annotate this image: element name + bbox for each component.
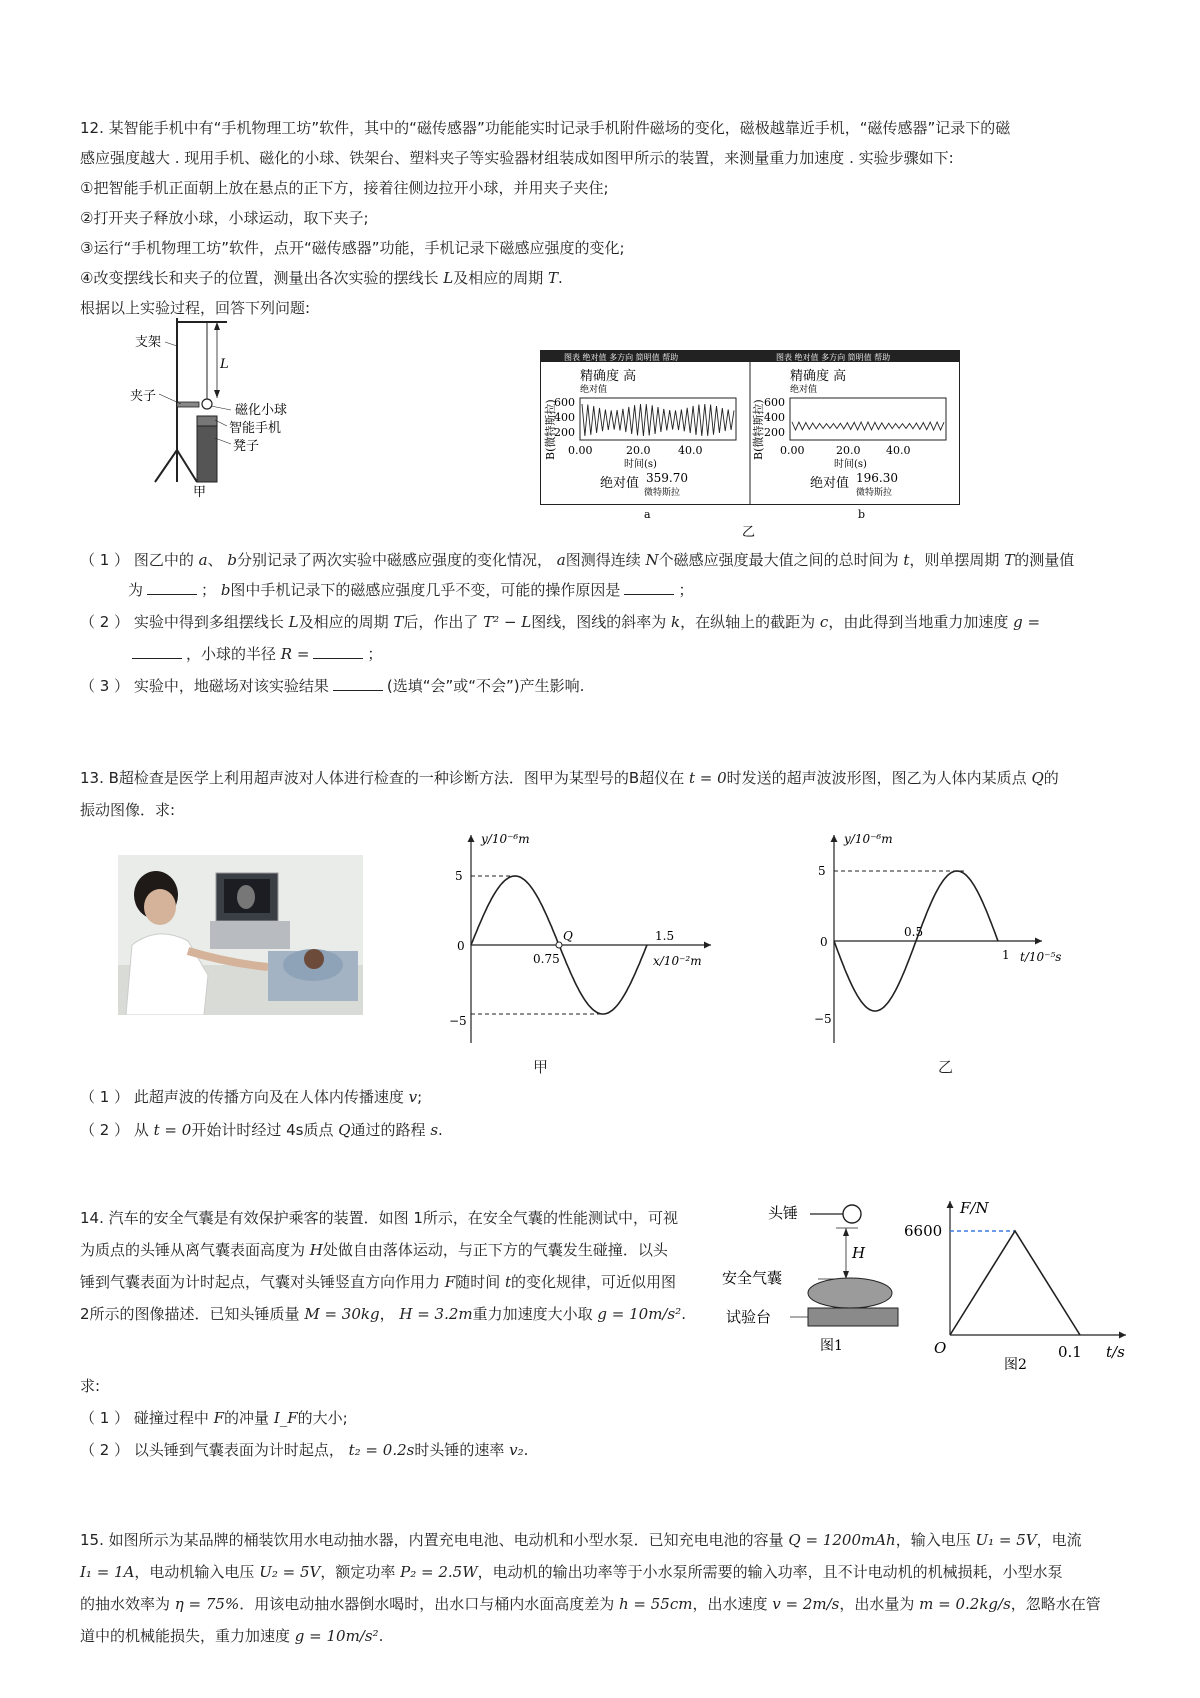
- q12-step-1: ①把智能手机正面朝上放在悬点的正下方，接着往侧边拉开小球，并用夹子夹住;: [80, 179, 609, 197]
- label-test-bench: 试验台: [726, 1308, 772, 1326]
- g2-y-label: y/10⁻⁶m: [844, 832, 893, 846]
- abs-label-a: 绝对值: [600, 476, 640, 491]
- q13-line-2: 振动图像．求:: [80, 801, 176, 819]
- tag-b: b: [858, 508, 866, 521]
- q12-sub1-line2: 为 ； b图中手机记录下的磁感应强度几乎不变，可能的操作原因是 ；: [128, 581, 694, 599]
- x-tick-b-0: 0.00: [780, 444, 805, 457]
- abs-label-b: 绝对值: [810, 476, 850, 491]
- answer-blank[interactable]: [313, 644, 363, 659]
- g1-x-label: x/10⁻²m: [653, 954, 702, 968]
- abs-small-b: 绝对值: [790, 385, 818, 395]
- y-tick-a-400: 400: [554, 411, 575, 424]
- g3-peak-label: 6600: [904, 1222, 943, 1240]
- x-tick-a-0: 0.00: [568, 444, 593, 457]
- g1-ytick-5: 5: [455, 869, 463, 883]
- y-tick-b-400: 400: [764, 411, 785, 424]
- q15-line-2: I₁ = 1A，电动机输入电压 U₂ = 5V，额定功率 P₂ = 2.5W，电动机的输出功率等于小水泵所需要的输入功率，且不计电动机的机械损耗，小型水泵: [80, 1563, 1063, 1581]
- y-axis-label-a: B(微特斯拉): [544, 399, 557, 460]
- q15-line-1: 15. 如图所示为某品牌的桶装饮用水电动抽水器，内置充电电池、电动机和小型水泵．已知充电电池的容量 Q = 1200mAh，输入电压 U₁ = 5V，电流: [80, 1531, 1082, 1549]
- unit-a: 微特斯拉: [644, 488, 681, 498]
- label-L: L: [220, 357, 229, 372]
- label-H: H: [852, 1244, 866, 1262]
- g3-caption: 图2: [1004, 1357, 1027, 1373]
- label-stand: 支架: [135, 335, 162, 350]
- q14-ask: 求:: [80, 1377, 101, 1395]
- g1-y-label: y/10⁻⁶m: [481, 832, 530, 846]
- label-stool: 凳子: [233, 439, 260, 454]
- unit-b: 微特斯拉: [856, 488, 893, 498]
- q13-line-1: 13. B超检查是医学上利用超声波对人体进行检查的一种诊断方法．图甲为某型号的B超仪在 t = 0时发送的超声波波形图，图乙为人体内某质点 Q的: [80, 769, 1059, 787]
- answer-blank[interactable]: [624, 580, 674, 595]
- precision-b: 精确度 高: [790, 369, 847, 384]
- g1-xtick-075: 0.75: [533, 952, 560, 966]
- q12-intro: 根据以上实验过程，回答下列问题:: [80, 299, 311, 317]
- caption-fig1: 图1: [820, 1338, 843, 1354]
- g2-caption: 乙: [938, 1058, 954, 1076]
- g2-ytick-5: 5: [818, 864, 826, 878]
- q14-line-3: 锤到气囊表面为计时起点，气囊对头锤竖直方向作用力 F随时间 t的变化规律，可近似用图: [80, 1273, 677, 1291]
- y-axis-label-b: B(微特斯拉): [752, 399, 765, 460]
- q12-step-2: ②打开夹子释放小球，小球运动，取下夹子;: [80, 209, 369, 227]
- g1-point-Q-label: Q: [563, 929, 573, 943]
- answer-blank[interactable]: [132, 644, 182, 659]
- ultrasound-photo: [118, 855, 363, 1015]
- q12-step-4: ④改变摆线长和夹子的位置，测量出各次实验的摆线长 L及相应的周期 T.: [80, 269, 563, 287]
- menu-b: 图表 绝对值 多方向 简明值 帮助: [776, 353, 891, 362]
- q15-line-3: 的抽水效率为 η = 75%．用该电动抽水器倒水喝时，出水口与桶内水面高度差为 h = 55cm，出水速度 v = 2m/s，出水量为 m = 0.2kg/s，忽略水在管: [80, 1595, 1101, 1613]
- g1-point-Q: [556, 942, 562, 948]
- g3-origin: O: [934, 1339, 947, 1357]
- g2-xtick-1: 1: [1002, 948, 1010, 962]
- x-tick-a-40: 40.0: [678, 444, 703, 457]
- g1-ytick-0: 0: [457, 939, 465, 953]
- g3-x-label: t/s: [1106, 1343, 1125, 1361]
- figure-jia-apparatus: [125, 310, 325, 500]
- menu-a: 图表 绝对值 多方向 简明值 帮助: [564, 353, 679, 362]
- q15-line-4: 道中的机械能损失，重力加速度 g = 10m/s².: [80, 1627, 384, 1645]
- q14-sub1: （ 1 ） 碰撞过程中 F的冲量 I_F的大小;: [80, 1409, 348, 1427]
- g3-force-line: [950, 1231, 1080, 1335]
- x-label-a: 时间(s): [624, 459, 657, 470]
- answer-blank[interactable]: [147, 580, 197, 595]
- label-clip: 夹子: [130, 389, 157, 404]
- g3-y-label: F/N: [960, 1199, 989, 1217]
- g1-ytick-neg5: −5: [449, 1014, 467, 1028]
- y-tick-b-200: 200: [764, 426, 785, 439]
- q12-line-2: 感应强度越大 . 现用手机、磁化的小球、铁架台、塑料夹子等实验器材组装成如图甲所示的装置，来测量重力加速度 . 实验步骤如下:: [80, 149, 954, 167]
- y-tick-b-600: 600: [764, 396, 785, 409]
- g2-ytick-neg5: −5: [814, 1012, 832, 1026]
- label-head-hammer: 头锤: [768, 1204, 799, 1222]
- g2-xtick-05: 0.5: [904, 925, 924, 939]
- value-a: 359.70: [646, 471, 688, 485]
- answer-blank[interactable]: [333, 676, 383, 691]
- x-label-b: 时间(s): [834, 459, 867, 470]
- q12-sub1-line1: （ 1 ） 图乙中的 a、 b分别记录了两次实验中磁感应强度的变化情况， a图测得连续 N个磁感应强度最大值之间的总时间为 t，则单摆周期 T的测量值: [80, 551, 1075, 569]
- g1-xtick-15: 1.5: [655, 929, 675, 943]
- value-b: 196.30: [856, 471, 898, 485]
- label-ball: 磁化小球: [235, 403, 288, 418]
- tag-a: a: [644, 508, 651, 521]
- graph-jia-waveform: [425, 825, 745, 1075]
- caption-yi: 乙: [742, 525, 756, 540]
- x-tick-b-20: 20.0: [836, 444, 861, 457]
- g2-x-label: t/10⁻⁵s: [1020, 950, 1062, 964]
- q14-figure-1: [722, 1195, 902, 1365]
- y-tick-a-200: 200: [554, 426, 575, 439]
- label-phone: 智能手机: [229, 421, 282, 436]
- q13-sub1: （ 1 ） 此超声波的传播方向及在人体内传播速度 v;: [80, 1088, 423, 1106]
- graph-yi-vibration: [770, 825, 1090, 1075]
- precision-a: 精确度 高: [580, 369, 637, 384]
- y-tick-a-600: 600: [554, 396, 575, 409]
- g1-caption: 甲: [533, 1058, 549, 1076]
- label-airbag: 安全气囊: [722, 1269, 783, 1287]
- q14-sub2: （ 2 ） 以头锤到气囊表面为计时起点， t₂ = 0.2s时头锤的速率 v₂.: [80, 1441, 529, 1459]
- q14-line-4: 2所示的图像描述．已知头锤质量 M = 30kg， H = 3.2m重力加速度大小取 g = 10m/s².: [80, 1305, 686, 1323]
- g3-x-tick: 0.1: [1058, 1343, 1082, 1361]
- abs-small-a: 绝对值: [580, 385, 608, 395]
- q12-line-1: 12. 某智能手机中有“手机物理工坊”软件，其中的“磁传感器”功能能实时记录手机附件磁场的变化，磁极越靠近手机，“磁传感器”记录下的磁: [80, 119, 1011, 137]
- q14-figure-2-force-time: [900, 1195, 1140, 1375]
- x-tick-a-20: 20.0: [626, 444, 651, 457]
- q12-sub2-line2: ，小球的半径 R = ；: [128, 644, 382, 664]
- q12-step-3: ③运行“手机物理工坊”软件，点开“磁传感器”功能，手机记录下磁感应强度的变化;: [80, 239, 625, 257]
- q14-line-1: 14. 汽车的安全气囊是有效保护乘客的装置．如图 1所示，在安全气囊的性能测试中，可视: [80, 1209, 678, 1227]
- q14-line-2: 为质点的头锤从离气囊表面高度为 H处做自由落体运动，与正下方的气囊发生碰撞．以头: [80, 1241, 668, 1259]
- g2-ytick-0: 0: [820, 935, 828, 949]
- q13-sub2: （ 2 ） 从 t = 0开始计时经过 4s质点 Q通过的路程 s.: [80, 1121, 443, 1139]
- caption-jia: 甲: [193, 485, 207, 500]
- figure-yi-sensor-screens: [540, 350, 960, 540]
- x-tick-b-40: 40.0: [886, 444, 911, 457]
- q12-sub2-line1: （ 2 ） 实验中得到多组摆线长 L及相应的周期 T后，作出了 T² − L图线，图线的斜率为 k，在纵轴上的截距为 c，由此得到当地重力加速度 g =: [80, 613, 1041, 631]
- q12-sub3: （ 3 ） 实验中，地磁场对该实验结果 (选填“会”或“不会”)产生影响.: [80, 677, 585, 695]
